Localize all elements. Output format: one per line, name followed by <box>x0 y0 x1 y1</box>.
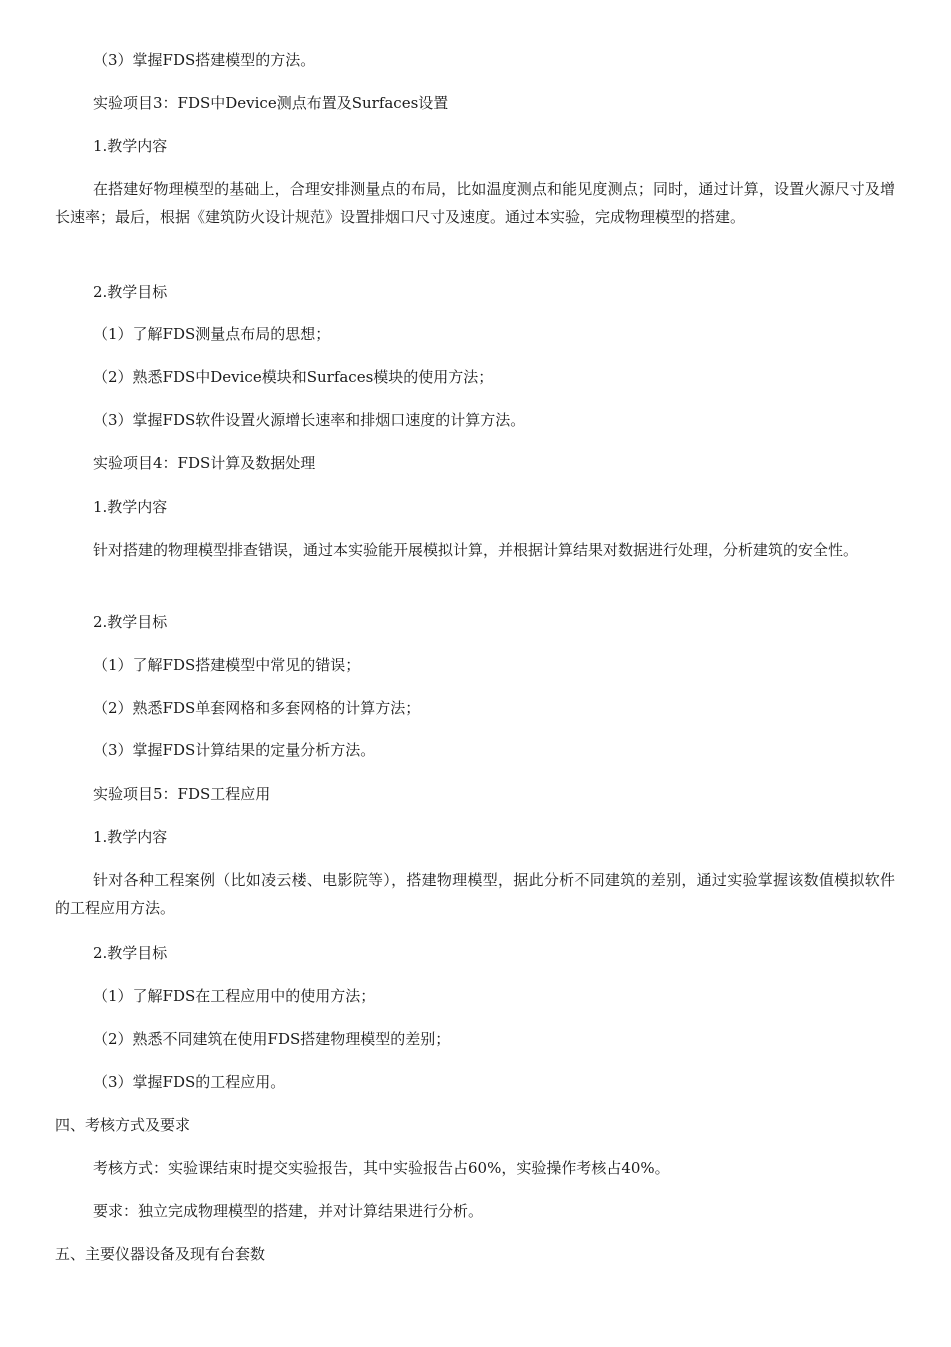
section-heading: 实验项目3：FDS中Device测点布置及Surfaces设置 <box>93 94 449 112</box>
subsection-heading: 1.教学内容 <box>93 137 168 155</box>
section-heading: 实验项目4：FDS计算及数据处理 <box>93 454 316 472</box>
objective-item: （2）熟悉不同建筑在使用FDS搭建物理模型的差别； <box>93 1030 451 1048</box>
objective-item: （1）了解FDS搭建模型中常见的错误； <box>93 656 361 674</box>
objective-item: （3）掌握FDS软件设置火源增长速率和排烟口速度的计算方法。 <box>93 411 526 429</box>
requirement-text: 要求：独立完成物理模型的搭建，并对计算结果进行分析。 <box>93 1202 484 1220</box>
content-paragraph: 针对搭建的物理模型排查错误，通过本实验能开展模拟计算，并根据计算结果对数据进行处理，分析建筑的安全性。 <box>93 541 859 559</box>
subsection-heading: 2.教学目标 <box>93 613 168 631</box>
assessment-text: 考核方式：实验课结束时提交实验报告，其中实验报告占60%，实验操作考核占40%。 <box>93 1159 670 1177</box>
chapter-heading: 四、考核方式及要求 <box>55 1116 191 1134</box>
section-heading: 实验项目5：FDS工程应用 <box>93 785 271 803</box>
objective-item: （3）掌握FDS的工程应用。 <box>93 1073 286 1091</box>
content-paragraph: 在搭建好物理模型的基础上，合理安排测量点的布局，比如温度测点和能见度测点；同时，通过计算，设置火源尺寸及增长速率；最后，根据《建筑防火设计规范》设置排烟口尺寸及速度。通过本实验，完成物理模型的搭建。 <box>55 180 895 226</box>
chapter-heading: 五、主要仪器设备及现有台套数 <box>55 1245 266 1263</box>
subsection-heading: 1.教学内容 <box>93 498 168 516</box>
subsection-heading: 1.教学内容 <box>93 828 168 846</box>
content-paragraph: 针对各种工程案例（比如凌云楼、电影院等），搭建物理模型，据此分析不同建筑的差别，通过实验掌握该数值模拟软件的工程应用方法。 <box>55 871 895 917</box>
objective-item: （3）掌握FDS计算结果的定量分析方法。 <box>93 741 376 759</box>
objective-item: （1）了解FDS在工程应用中的使用方法； <box>93 987 376 1005</box>
subsection-heading: 2.教学目标 <box>93 283 168 301</box>
subsection-heading: 2.教学目标 <box>93 944 168 962</box>
objective-item: （2）熟悉FDS单套网格和多套网格的计算方法； <box>93 699 421 717</box>
objective-item: （1）了解FDS测量点布局的思想； <box>93 325 331 343</box>
objective-item: （2）熟悉FDS中Device模块和Surfaces模块的使用方法； <box>93 368 494 386</box>
objective-item: （3）掌握FDS搭建模型的方法。 <box>93 51 316 69</box>
